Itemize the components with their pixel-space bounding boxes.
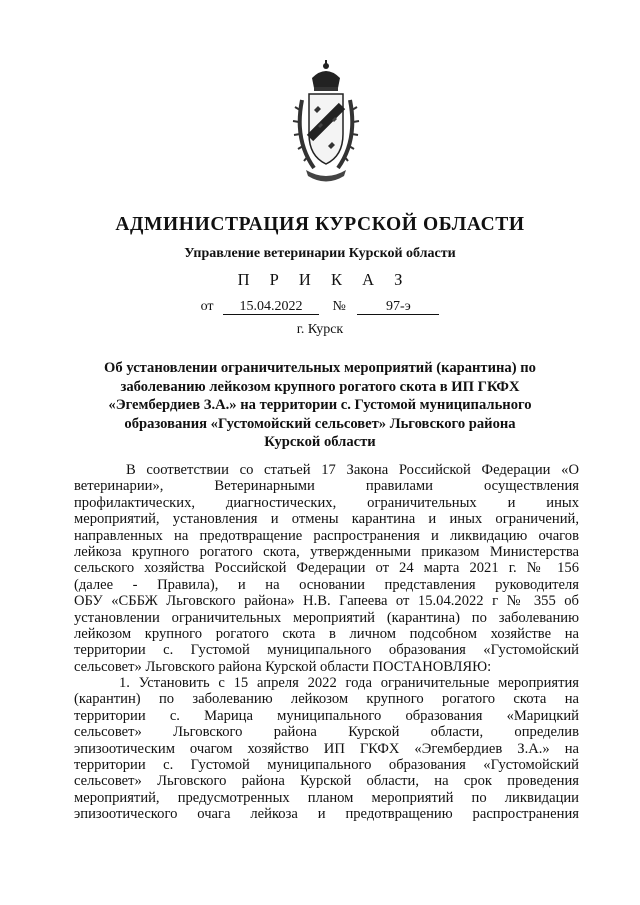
title-line: Курской области: [264, 434, 376, 450]
department-name: Управление ветеринарии Курской области: [184, 246, 456, 261]
body-line: мероприятий, предусмотренных планом мероприятий по ликвидации: [74, 789, 579, 806]
body-line: лейкозом крупного рогатого скота в личном подсобном хозяйстве на: [74, 625, 579, 642]
body-line: мероприятий, установления и отмены карантина и иных ограничений,: [74, 511, 579, 528]
body-line: установлении ограничительных мероприятий (карантина) по заболеванию: [74, 609, 579, 626]
body-line: направленных на предотвращение распространения и ликвидацию очагов: [74, 527, 579, 544]
body-line: В соответствии со статьей 17 Закона Российской Федерации «О: [126, 462, 579, 478]
body-line: территории с. Густомой муниципального образования «Густомойский: [74, 757, 579, 774]
title-line: заболеванию лейкозом крупного рогатого скота в ИП ГКФХ: [120, 378, 520, 395]
body-line: сельсовет» Льговского района Курской области ПОСТАНОВЛЯЮ:: [74, 658, 492, 675]
body-line: эпизоотическим очагом хозяйство ИП ГКФХ «Эгембердиев З.А.» на: [74, 740, 579, 757]
body-line: ОБУ «СББЖ Льговского района» Н.В. Гапеева от 15.04.2022 г № 355 об: [74, 593, 579, 610]
document-body: [74, 462, 579, 823]
body-line: территории с. Марица муниципального образования «Марицкий: [74, 707, 579, 724]
city: г. Курск: [296, 322, 344, 337]
document-number: 97-э: [357, 299, 439, 315]
title-line: «Эгембердиев З.А.» на территории с. Густомой муниципального: [108, 397, 532, 413]
kursk-coat-of-arms-icon: [292, 60, 360, 188]
document-type: П Р И К А З: [237, 270, 411, 289]
number-prefix: №: [332, 299, 346, 314]
document-date: 15.04.2022: [223, 299, 319, 315]
body-line: ветеринарии», Ветеринарными правилами осуществления: [74, 478, 579, 495]
body-line: территории с. Густомой муниципального образования «Густомойский: [74, 642, 579, 659]
body-line: эпизоотического очага лейкоза и предотвращению распространения: [74, 806, 579, 823]
title-line: образования «Густомойский сельсовет» Льговского района: [124, 415, 516, 432]
body-line: (карантин) по заболеванию лейкозом крупного рогатого скота на: [74, 691, 579, 708]
body-line: сельсовет» Льговского района Курской области, на срок проведения: [74, 773, 579, 790]
organization-name: АДМИНИСТРАЦИЯ КУРСКОЙ ОБЛАСТИ: [115, 214, 525, 235]
body-line: сельского хозяйства Российской Федерации от 24 марта 2021 г. № 156: [74, 560, 579, 577]
title-line: Об установлении ограничительных мероприятий (карантина) по: [104, 360, 536, 376]
body-line: профилактических, диагностических, ограничительных и иных: [74, 494, 579, 511]
body-line: (далее - Правила), и на основании представления руководителя: [74, 576, 579, 593]
body-line: 1. Установить с 15 апреля 2022 года ограничительные мероприятия: [119, 675, 579, 692]
body-line: сельсовет» Льговского района Курской области, определив: [74, 724, 579, 741]
document-title: [0, 359, 640, 452]
body-line: лейкоза крупного рогатого скота, утвержденными приказом Министерства: [74, 543, 579, 560]
date-number-line: [0, 299, 640, 315]
date-prefix: от: [200, 299, 214, 314]
